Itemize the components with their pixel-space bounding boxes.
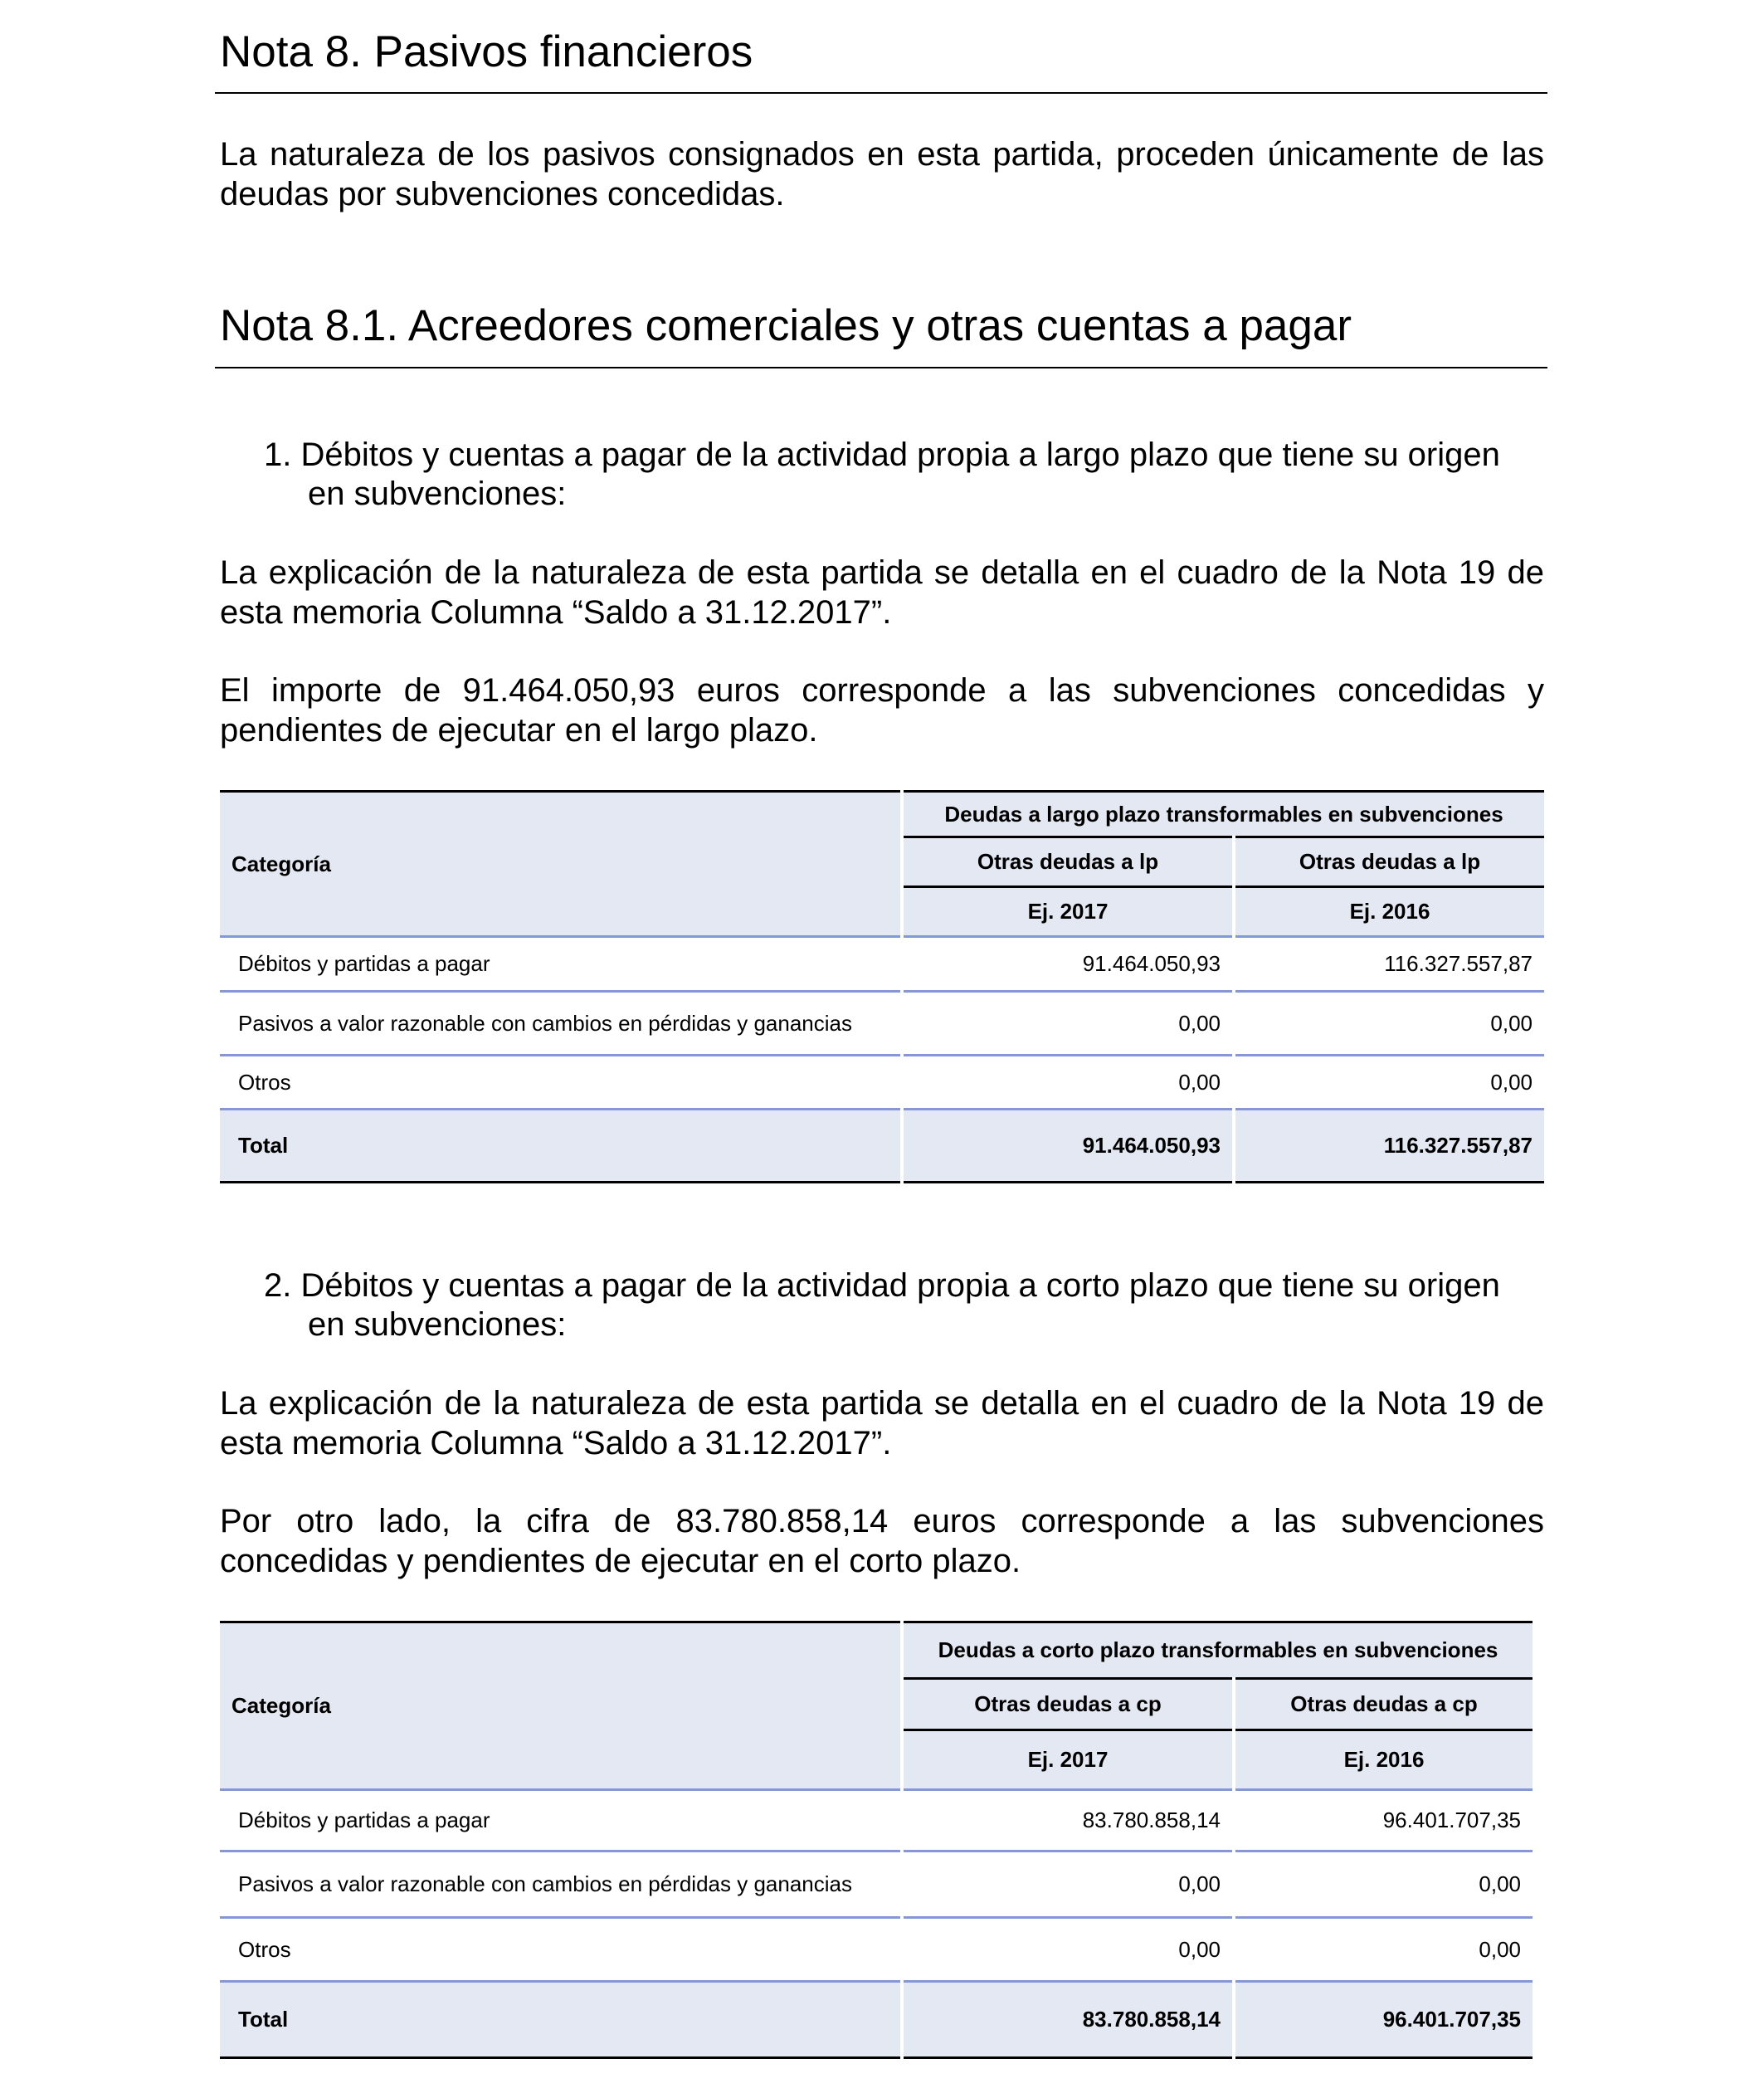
list-item-text: Débitos y cuentas a pagar de la actividad propia a largo plazo que tiene su origen [300,437,1500,473]
total-row [220,1110,1544,1183]
total-label: Total [220,1110,902,1183]
year-header: Ej. 2016 [1234,1730,1533,1790]
value-2017: 83.780.858,14 [902,1790,1234,1852]
value-2016: 0,00 [1234,1918,1533,1982]
total-2016: 116.327.557,87 [1234,1110,1544,1183]
explanation-paragraph: La explicación de la naturaleza de esta partida se detalla en el cuadro de la Nota 19 de esta memoria Columna “Saldo a 31.12.2017”. [220,1385,1544,1461]
table-row [220,1852,1533,1918]
group-header: Deudas a corto plazo transformables en subvenciones [902,1622,1533,1679]
list-item-1 [264,436,1544,514]
value-2017: 0,00 [902,1852,1234,1918]
list-item-number: 2. [264,1267,292,1304]
row-label: Pasivos a valor razonable con cambios en pérdidas y ganancias [220,992,902,1056]
column-header: Otras deudas a lp [1234,837,1544,887]
table-row [220,1056,1544,1110]
list-item-2 [264,1266,1544,1344]
explanation-paragraph: La explicación de la naturaleza de esta partida se detalla en el cuadro de la Nota 19 de esta memoria Columna “Saldo a 31.12.2017”. [220,554,1544,631]
list-item-number: 1. [264,437,292,473]
row-label: Débitos y partidas a pagar [220,1790,902,1852]
heading-underline [215,367,1547,368]
value-2017: 91.464.050,93 [902,937,1234,992]
value-2016: 96.401.707,35 [1234,1790,1533,1852]
year-header: Ej. 2017 [902,1730,1234,1790]
total-2017: 91.464.050,93 [902,1110,1234,1183]
total-2016: 96.401.707,35 [1234,1982,1533,2058]
intro-paragraph: La naturaleza de los pasivos consignados en esta partida, proceden únicamente de las deudas por subvenciones concedidas. [220,136,1544,212]
table-row [220,937,1544,992]
total-row [220,1982,1533,2058]
value-2016: 0,00 [1234,992,1544,1056]
column-header: Otras deudas a cp [902,1679,1234,1730]
column-header: Otras deudas a lp [902,837,1234,887]
total-label: Total [220,1982,902,2058]
row-label: Débitos y partidas a pagar [220,937,902,992]
table-row [220,992,1544,1056]
year-header: Ej. 2016 [1234,887,1544,937]
year-header: Ej. 2017 [902,887,1234,937]
row-label: Otros [220,1056,902,1110]
value-2017: 0,00 [902,992,1234,1056]
table-row [220,1790,1533,1852]
column-header: Otras deudas a cp [1234,1679,1533,1730]
amount-paragraph: El importe de 91.464.050,93 euros corresponde a las subvenciones concedidas y pendientes de ejecutar en el largo plazo. [220,672,1544,749]
short-term-debts-table [220,1621,1533,2059]
row-label: Otros [220,1918,902,1982]
value-2017: 0,00 [902,1918,1234,1982]
value-2016: 116.327.557,87 [1234,937,1544,992]
amount-paragraph: Por otro lado, la cifra de 83.780.858,14 euros corresponde a las subvenciones concedidas y pendientes de ejecutar en el corto plazo. [220,1503,1544,1579]
list-item-continuation: en subvenciones: [308,1306,567,1343]
value-2016: 0,00 [1234,1852,1533,1918]
section-heading-nota-8-1: Nota 8.1. Acreedores comerciales y otras cuentas a pagar [220,301,1352,350]
row-label: Pasivos a valor razonable con cambios en pérdidas y ganancias [220,1852,902,1918]
section-heading-nota-8: Nota 8. Pasivos financieros [220,27,753,76]
value-2017: 0,00 [902,1056,1234,1110]
category-header: Categoría [220,792,902,937]
heading-underline [215,92,1547,94]
list-item-continuation: en subvenciones: [308,476,567,512]
total-2017: 83.780.858,14 [902,1982,1234,2058]
value-2016: 0,00 [1234,1056,1544,1110]
table-row [220,1918,1533,1982]
category-header: Categoría [220,1622,902,1790]
group-header: Deudas a largo plazo transformables en subvenciones [902,792,1544,837]
list-item-text: Débitos y cuentas a pagar de la actividad propia a corto plazo que tiene su origen [300,1267,1500,1304]
long-term-debts-table [220,790,1544,1183]
